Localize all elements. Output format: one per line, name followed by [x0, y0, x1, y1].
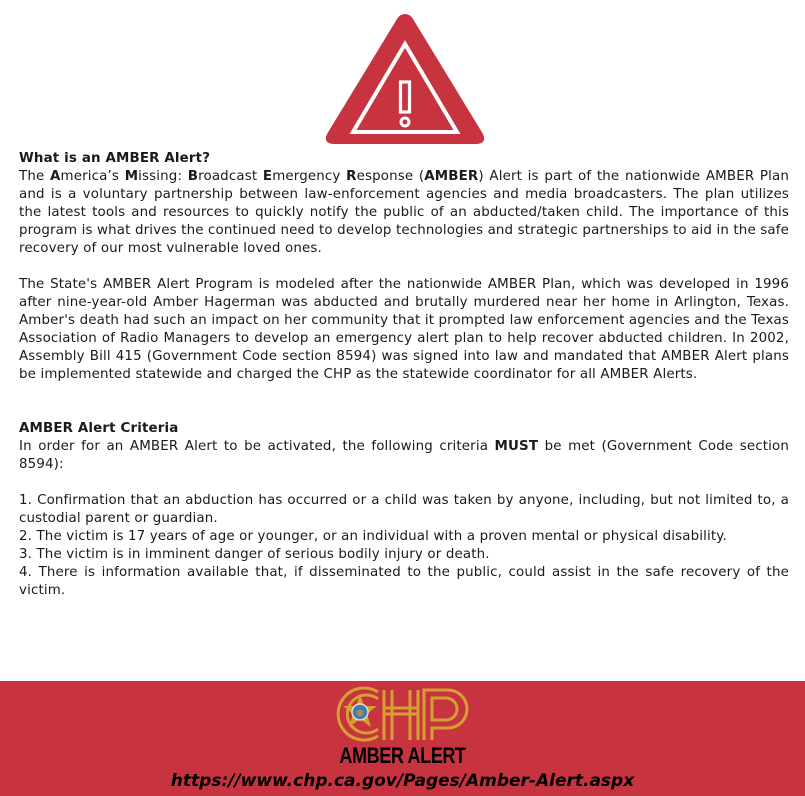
section-heading-criteria: AMBER Alert Criteria — [19, 421, 179, 436]
paragraph-history: The State's AMBER Alert Program is modeled after the nationwide AMBER Plan, which was developed in 1996 after nine-year-old Amber Hagerman was abducted and brutally murdered near her home in Arlington, Texas. Amber's death had such an impact on her community that it prompted law enforcement agencies and the Texas Association of Radio Managers to develop an emergency alert plan to help recover abducted children. In 2002, Assembly Bill 415 (Government Code section 8594) was signed into law and mandated that AMBER Alert plans be implemented statewide and charged the CHP as the statewide coordinator for all AMBER Alerts. — [19, 277, 789, 382]
amber-alert-title: AMBER ALERT — [339, 743, 466, 768]
criteria-item: 1. Confirmation that an abduction has occurred or a child was taken by anyone, including, but not limited to, a custodial parent or guardian. — [19, 493, 789, 526]
warning-triangle-icon — [322, 10, 488, 148]
criteria-item: 3. The victim is in imminent danger of serious bodily injury or death. — [19, 547, 490, 562]
document-body — [19, 150, 789, 600]
chp-amber-alert-link[interactable]: https://www.chp.ca.gov/Pages/Amber-Alert.aspx — [170, 771, 635, 791]
section-heading-what-is: What is an AMBER Alert? — [19, 151, 211, 166]
paragraph-definition: The America’s Missing: Broadcast Emergency Response (AMBER) Alert is part of the nationwide AMBER Plan and is a voluntary partnership between law-enforcement agencies and media broadcasters. The plan utilizes the latest tools and resources to quickly notify the public of an abducted/taken child. The importance of this program is what drives the continued need to develop technologies and strategic partnerships to aid in the safe recovery of our most vulnerable loved ones. — [19, 169, 790, 256]
paragraph-criteria-intro: In order for an AMBER Alert to be activated, the following criteria MUST be met (Government Code section 8594): — [19, 439, 789, 472]
criteria-list — [19, 492, 789, 600]
chp-logo-icon — [334, 684, 472, 744]
criteria-item: 2. The victim is 17 years of age or younger, or an individual with a proven mental or physical disability. — [19, 529, 727, 544]
criteria-item: 4. There is information available that, if disseminated to the public, could assist in the safe recovery of the victim. — [19, 565, 789, 598]
footer-banner — [0, 681, 805, 796]
